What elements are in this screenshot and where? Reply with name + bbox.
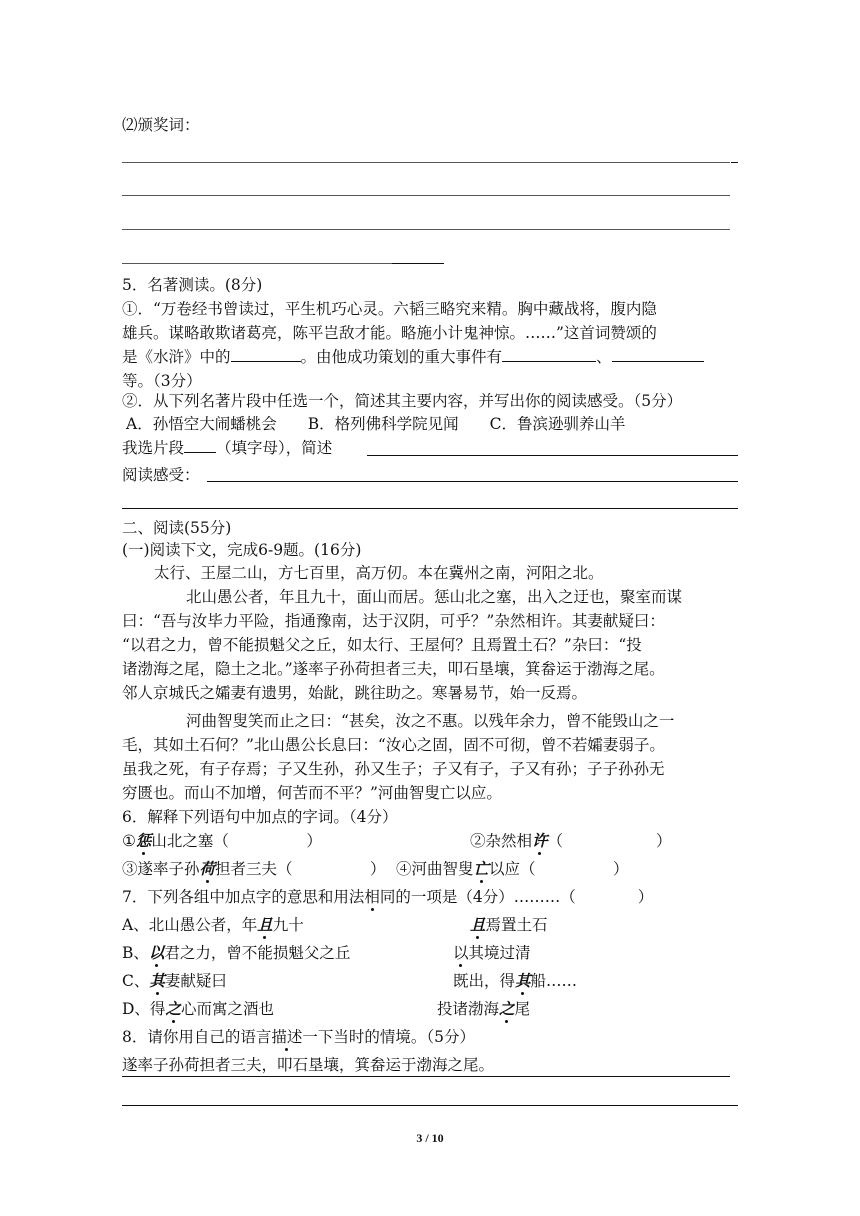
q8-answer-line[interactable]	[122, 1076, 730, 1077]
q7-text: B、	[122, 944, 149, 962]
choose-label: 我选片段	[122, 439, 185, 457]
q7-option-d	[122, 997, 274, 1019]
event-blank-2[interactable]	[612, 346, 704, 363]
q7-option-b2	[453, 941, 531, 963]
q7-text: 尾	[514, 1000, 531, 1018]
passage-line: 虽我之死，有子存焉；子又生孙，孙又生子；子又有子，子又有孙；子子孙孙无	[122, 760, 665, 778]
passage-line: 诸渤海之尾，隐土之北。”遂率子孙荷担者三夫，叩石垦壤，箕畚运于渤海之尾。	[122, 660, 665, 678]
passage-line: 河曲智叟笑而止之曰：“甚矣，汝之不惠。以残年余力，曾不能毁山之一	[186, 712, 675, 730]
q6-item1	[122, 829, 322, 851]
event-blank-1[interactable]	[502, 346, 596, 363]
q6-heading: 6．解释下列语句中加点的字词。（4分）	[122, 808, 398, 826]
q8-heading	[122, 1025, 475, 1047]
q5-item1-line4: 等。（3分）	[122, 372, 202, 390]
dotted-char: 以	[453, 944, 469, 962]
q6-text: （ ）	[547, 832, 672, 850]
q5-line3-text: 是《水浒》中的	[122, 348, 231, 366]
q7-text: 君之力，曾不能损魁父之丘	[164, 944, 351, 962]
reading-feeling-label: 阅读感受：	[122, 466, 200, 484]
passage-line: 北山愚公者，年且九十，面山而居。惩山北之塞，出入之迂也，聚室而谋	[186, 588, 683, 606]
feeling-blank-line-2[interactable]	[122, 508, 738, 509]
answer-line	[122, 263, 392, 264]
q5-line3-text: 。由他成功策划的重大事件有	[300, 348, 503, 366]
q7-option-b	[122, 941, 350, 963]
dotted-char: 荷	[199, 859, 216, 878]
dotted-char: 描述	[271, 1028, 303, 1046]
q7-option-c	[122, 969, 227, 991]
passage-line: 邻人京城氏之孀妻有遗男，始龀，跳往助之。寒暑易节，始一反焉。	[122, 684, 588, 702]
q6-text: ①	[122, 832, 136, 850]
dotted-char: 且	[470, 915, 486, 934]
q8-text: 一下当时的情境。（5分）	[302, 1028, 476, 1046]
page-number: 3 / 10	[416, 1131, 444, 1145]
q7-text: 焉置土石	[485, 916, 548, 934]
q5-choose-line	[122, 436, 332, 458]
q6-text: 以应（ ）	[489, 860, 629, 878]
q7-text: 同的一项是（4分）………（ ）	[379, 888, 654, 906]
q5-item2-line1: ②．从下列名著片段中任选一个，简述其主要内容，并写出你的阅读感受。（5分）	[122, 392, 683, 410]
award-speech-label: ⑵颁奖词：	[122, 116, 200, 134]
q7-text: A、北山愚公者，年	[122, 916, 258, 934]
q7-text: 既出，得	[453, 972, 516, 990]
q7-text: C、	[122, 972, 150, 990]
dotted-char: 以	[148, 943, 165, 962]
q7-text: 投诸渤海	[437, 1000, 500, 1018]
q8-sentence: 遂率子孙荷担者三夫，叩石垦壤，箕畚运于渤海之尾。	[122, 1056, 495, 1074]
q7-text: 其境过清	[468, 944, 531, 962]
q7-text: 船……	[530, 972, 578, 990]
hero-name-blank[interactable]	[231, 346, 301, 363]
answer-line	[122, 162, 730, 163]
q6-text: 担者三夫（ ）	[215, 860, 386, 878]
q7-heading	[122, 885, 653, 907]
passage-line: 曰：“吾与汝毕力平险，指通豫南，达于汉阴，可乎？”杂然相许。其妻献疑曰：	[122, 612, 665, 630]
dotted-char: 其	[515, 971, 531, 990]
section2-sub1: (一)阅读下文，完成6-9题。(16分)	[122, 541, 362, 559]
q7-option-a2	[470, 913, 548, 935]
dotted-char: 亡	[473, 859, 490, 878]
passage-line: 太行、王屋二山，方七百里，高万仞。本在冀州之南，河阳之北。	[154, 564, 604, 582]
q6-text: ③遂率子孙	[122, 860, 200, 878]
q7-text: 7．下列各组中加点字的意思和用法	[122, 888, 365, 906]
q6-item4	[396, 857, 629, 879]
q5-item1-line3	[122, 345, 704, 367]
dotted-char: 之	[165, 999, 181, 1018]
q6-text: ②杂然相	[470, 832, 533, 850]
q7-text: D、得	[122, 1000, 166, 1018]
q8-answer-line[interactable]	[122, 1105, 738, 1106]
answer-line-tick	[731, 162, 738, 163]
passage-line: “以君之力，曾不能损魁父之丘，如太行、王屋何？且焉置土石？”杂曰：“投	[122, 636, 642, 654]
q5-line3-sep: 、	[596, 348, 612, 366]
q5-item2-options: A．孙悟空大闹蟠桃会 B．格列佛科学院见闻 C．鲁滨逊驯养山羊	[126, 415, 626, 433]
q5-item1-line1: ①．“万卷经书曾读过，平生机巧心灵。六韬三略究来精。胸中藏战将，腹内隐	[122, 300, 657, 318]
answer-line	[122, 229, 730, 230]
dotted-char: 相	[364, 888, 380, 906]
q5-item1-line2: 雄兵。谋略敢欺诸葛亮，陈平岂敌才能。略施小计鬼神惊。……”这首词赞颂的	[122, 324, 657, 342]
summary-blank-line[interactable]	[367, 455, 738, 456]
q7-option-d2	[437, 997, 530, 1019]
q6-text: ④河曲智叟	[396, 860, 474, 878]
dotted-char: 之	[499, 999, 515, 1018]
q7-option-a	[122, 913, 304, 935]
answer-line	[122, 195, 730, 196]
q6-text: 山北之塞（ ）	[151, 832, 322, 850]
q7-text: 心而寓之酒也	[180, 1000, 274, 1018]
dotted-char: 且	[257, 915, 273, 934]
passage-line: 穷匮也。而山不加增，何苦而不平？”河曲智叟亡以应。	[122, 784, 502, 802]
q5-heading: 5．名著测读。(8分)	[122, 276, 263, 294]
dotted-char: 其	[149, 971, 165, 990]
choice-letter-blank[interactable]	[184, 437, 216, 454]
q6-item2	[470, 829, 672, 851]
section2-heading: 二、阅读(55分)	[122, 519, 232, 537]
q7-text: 妻献疑曰	[164, 972, 227, 990]
passage-line: 毛，其如土石何？”北山愚公长息曰：“汝心之固，固不可彻，曾不若孀妻弱子。	[122, 736, 665, 754]
summary-label: （填字母），简述	[216, 439, 333, 457]
feeling-blank-line[interactable]	[207, 481, 738, 482]
answer-line-bold	[392, 263, 444, 264]
dotted-char: 惩	[135, 831, 152, 850]
q8-text: 8．请你用自己的语言	[122, 1028, 272, 1046]
q6-item3	[122, 857, 386, 879]
dotted-char: 许	[532, 831, 548, 850]
q7-option-c2	[453, 969, 577, 991]
q7-text: 九十	[272, 916, 304, 934]
